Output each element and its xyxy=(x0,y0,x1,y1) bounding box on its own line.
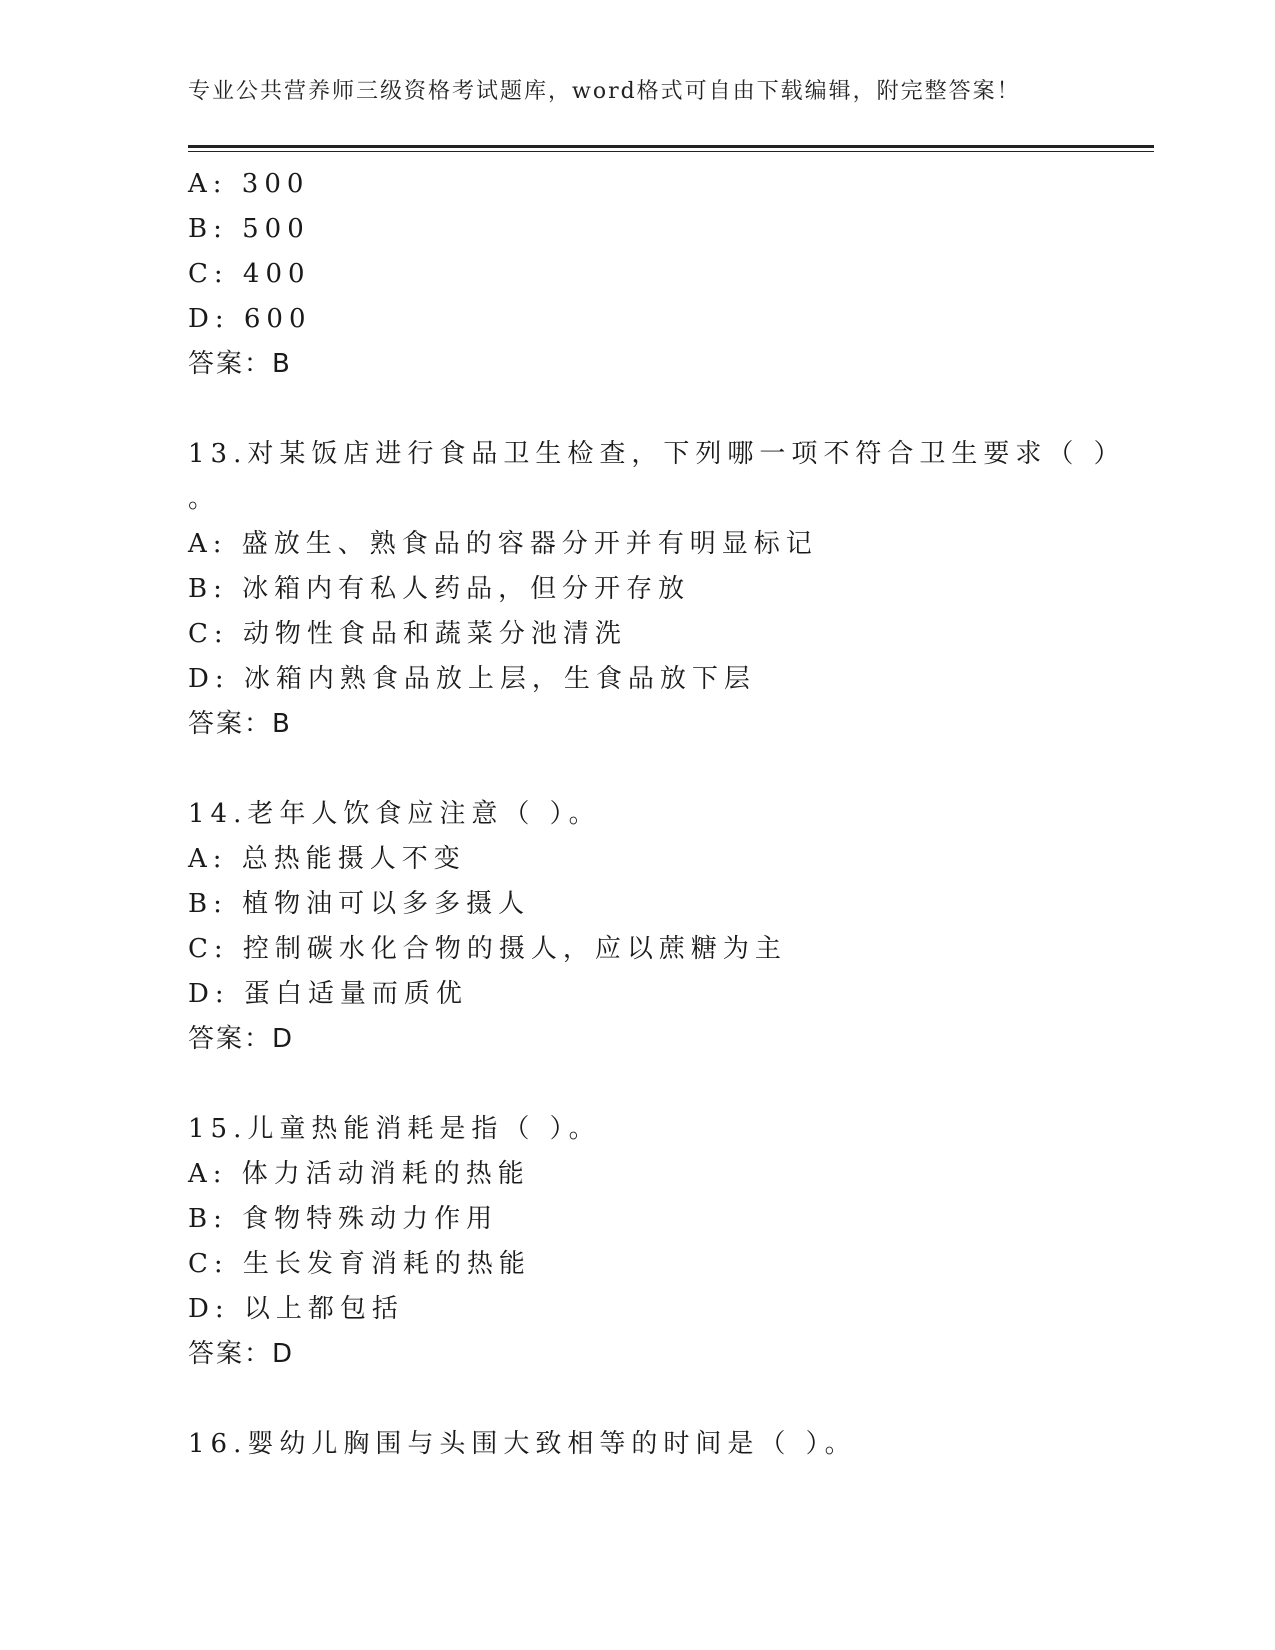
question-14-stem: 14.老年人饮食应注意（ ）。 xyxy=(188,799,601,829)
question-13-stem-cont: 。 xyxy=(188,484,215,514)
question-13-option-a: A: 盛放生、熟食品的容器分开并有明显标记 xyxy=(188,529,818,559)
answer-line: 答案：B xyxy=(188,349,292,379)
option-d: D: 600 xyxy=(188,304,312,334)
question-16-stem: 16.婴幼儿胸围与头围大致相等的时间是（ ）。 xyxy=(188,1429,857,1459)
question-14-option-b: B: 植物油可以多多摄人 xyxy=(188,889,531,919)
question-15-stem: 15.儿童热能消耗是指（ ）。 xyxy=(188,1114,601,1144)
question-content xyxy=(188,162,1138,1467)
option-a: A: 300 xyxy=(188,169,310,199)
option-c: C: 400 xyxy=(188,259,311,289)
question-15-option-d: D: 以上都包括 xyxy=(188,1294,404,1324)
question-13-answer: 答案：B xyxy=(188,709,292,739)
question-15-option-a: A: 体力活动消耗的热能 xyxy=(188,1159,530,1189)
question-15-option-c: C: 生长发育消耗的热能 xyxy=(188,1249,531,1279)
question-15-option-b: B: 食物特殊动力作用 xyxy=(188,1204,499,1234)
question-13-stem: 13.对某饭店进行食品卫生检查，下列哪一项不符合卫生要求（ ） xyxy=(188,439,1126,469)
question-13-option-b: B: 冰箱内有私人药品，但分开存放 xyxy=(188,574,691,604)
question-13-option-c: C: 动物性食品和蔬菜分池清洗 xyxy=(188,619,627,649)
question-14-option-c: C: 控制碳水化合物的摄人，应以蔗糖为主 xyxy=(188,934,787,964)
header-rule-thin xyxy=(188,151,1154,152)
question-14-option-a: A: 总热能摄人不变 xyxy=(188,844,466,874)
option-b: B: 500 xyxy=(188,214,310,244)
page-header: 专业公共营养师三级资格考试题库，word格式可自由下载编辑，附完整答案！ xyxy=(188,79,1021,104)
question-14-answer: 答案：D xyxy=(188,1024,295,1054)
header-rule-thick xyxy=(188,145,1154,148)
question-13-option-d: D: 冰箱内熟食品放上层，生食品放下层 xyxy=(188,664,756,694)
question-15-answer: 答案：D xyxy=(188,1339,295,1369)
question-14-option-d: D: 蛋白适量而质优 xyxy=(188,979,468,1009)
